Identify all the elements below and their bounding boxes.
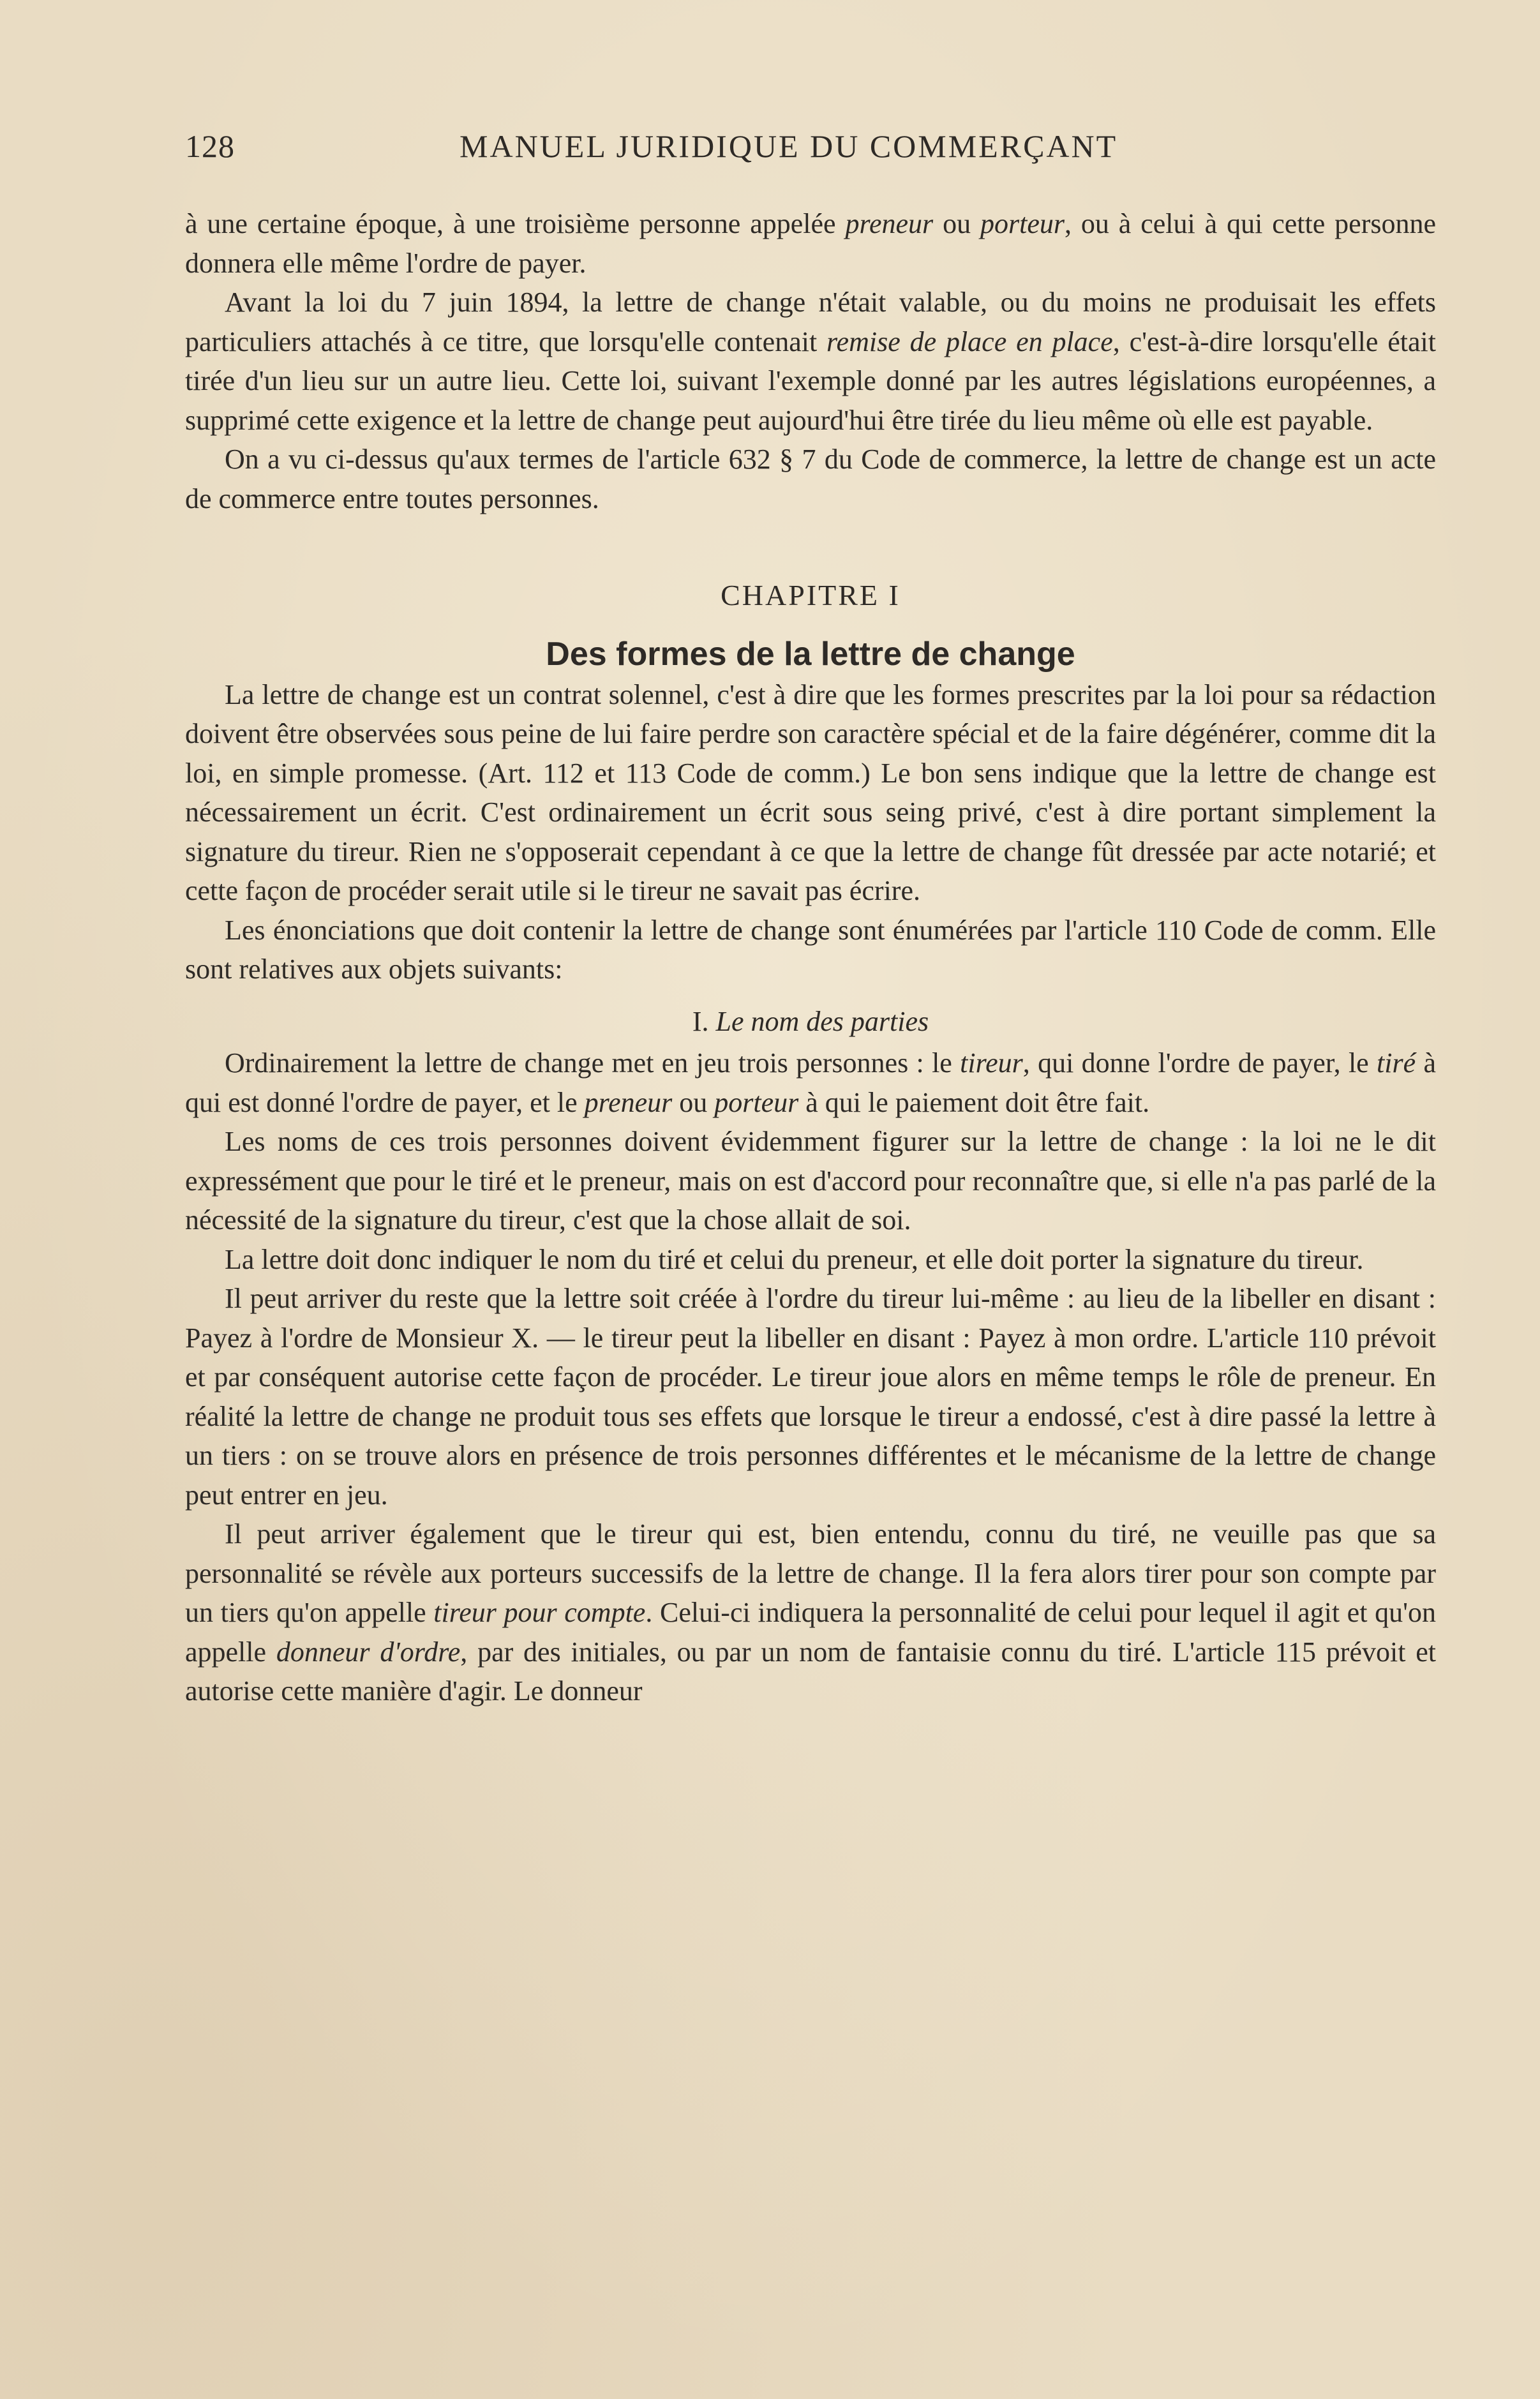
text-run: . Celui-ci indiquera la personnalité de celui pour lequel il agit et qu'on appelle — [185, 1597, 1437, 1668]
page-number: 128 — [185, 128, 235, 164]
italic-term: remise de place en place — [826, 325, 1113, 357]
italic-term: preneur — [584, 1086, 673, 1118]
paragraph: Il peut arriver du reste que la lettre soit créée à l'ordre du tireur lui-même : au lieu de la libeller en disant : Payez à l'ordre de Monsieur X. — le tireur peut la libeller en disant : Payez à mon ordre. L'article 110 prévoit et par conséquent autorise cette façon de procéder. Le tireur joue alors en même temps le rôle de preneur. En réalité la lettre de change ne produit tous ses effets que lorsque le tireur a endossé, c'est à dire passé la lettre à un tiers : on se trouve alors en présence de trois personnes différentes et le mécanisme de la lettre de change peut entrer en jeu. — [185, 1283, 1436, 1511]
paragraph — [185, 1043, 1436, 1122]
text-run: , ou à celui à qui cette personne donnera elle même l'ordre de payer. — [185, 208, 1437, 279]
text-run: , par des initiales, ou par un nom de fantaisie connu du tiré. L'article 115 prévoit et autorise cette manière d'agir. Le donneur — [185, 1636, 1436, 1707]
chapter-title: Des formes de la lettre de change — [546, 635, 1075, 673]
text-run: Il peut arriver également que le tireur qui est, bien entendu, connu du tiré, ne veuille pas que sa personnalité se révèle aux porteurs successifs de la lettre de change. Il la fera alors tirer pour son compte par un tiers qu'on appelle — [185, 1518, 1436, 1628]
paragraph: La lettre de change est un contrat solennel, c'est à dire que les formes prescrites par la loi pour sa rédaction doivent être observées sous peine de lui faire perdre son caractère spécial et de la faire dégénérer, comme dit la loi, en simple promesse. (Art. 112 et 113 Code de comm.) Le bon sens indique que la lettre de change est nécessairement un écrit. C'est ordinairement un écrit sous seing privé, c'est à dire portant simplement la signature du tireur. Rien ne s'opposerait cependant à ce que la lettre de change fût dressée par acte notarié; et cette façon de procéder serait utile si le tireur ne savait pas écrire. — [185, 678, 1436, 906]
paragraph: Les noms de ces trois personnes doivent évidemment figurer sur la lettre de change : la loi ne le dit expressément que pour le tiré et le preneur, mais on est d'accord pour reconnaître que, si elle n'a pas parlé de la nécessité de la signature du tireur, c'est que la chose allait de soi. — [185, 1126, 1436, 1236]
italic-term: donneur d'ordre — [276, 1636, 461, 1668]
paragraph — [185, 1514, 1436, 1711]
text-run: , c'est-à-dire lorsqu'elle était tirée d'un lieu sur un autre lieu. Cette loi, suivant l'exemple donné par les autres législations européennes, a supprimé cette exigence et la lettre de change peut aujourd'hui être tirée du lieu même où elle est payable. — [185, 325, 1437, 436]
text-run: Ordinairement la lettre de change met en jeu trois personnes : le — [225, 1047, 961, 1079]
italic-term: tiré — [1377, 1047, 1416, 1079]
text-run: ou — [933, 208, 980, 239]
page-body — [185, 204, 1436, 1711]
section-subheading — [185, 1002, 1436, 1042]
italic-term: tireur pour compte — [433, 1597, 646, 1628]
text-run: ou — [672, 1086, 715, 1118]
text-run: , qui donne l'ordre de payer, le — [1022, 1047, 1377, 1079]
text-run: Avant la loi du 7 juin 1894, la lettre de change n'était valable, ou du moins ne produisait les effets particuliers attachés à ce titre, que lorsqu'elle contenait — [185, 287, 1436, 357]
page-header — [185, 128, 1436, 172]
text-run: à qui est donné l'ordre de payer, et le — [185, 1047, 1436, 1118]
paragraph: La lettre doit donc indiquer le nom du tiré et celui du preneur, et elle doit porter la signature du tireur. — [225, 1243, 1364, 1275]
paragraph-continuation — [185, 204, 1436, 283]
italic-term: porteur — [980, 208, 1065, 239]
text-run: à une certaine époque, à une troisième personne appelée — [185, 208, 846, 239]
section-number: I. — [692, 1005, 716, 1037]
running-title: MANUEL JURIDIQUE DU COMMERÇANT — [460, 128, 1118, 164]
section-title: Le nom des parties — [715, 1005, 929, 1037]
text-run: à qui le paiement doit être fait. — [798, 1086, 1150, 1118]
chapter-heading: CHAPITRE I — [721, 579, 901, 611]
paragraph: Les énonciations que doit contenir la lettre de change sont énumérées par l'article 110 Code de comm. Elle sont relatives aux objets suivants: — [185, 914, 1436, 985]
italic-term: tireur — [960, 1047, 1023, 1079]
paragraph: On a vu ci-dessus qu'aux termes de l'article 632 § 7 du Code de commerce, la lettre de change est un acte de commerce entre toutes personnes. — [185, 444, 1436, 514]
italic-term: porteur — [714, 1086, 799, 1118]
paragraph — [185, 283, 1436, 440]
italic-term: preneur — [845, 208, 934, 239]
